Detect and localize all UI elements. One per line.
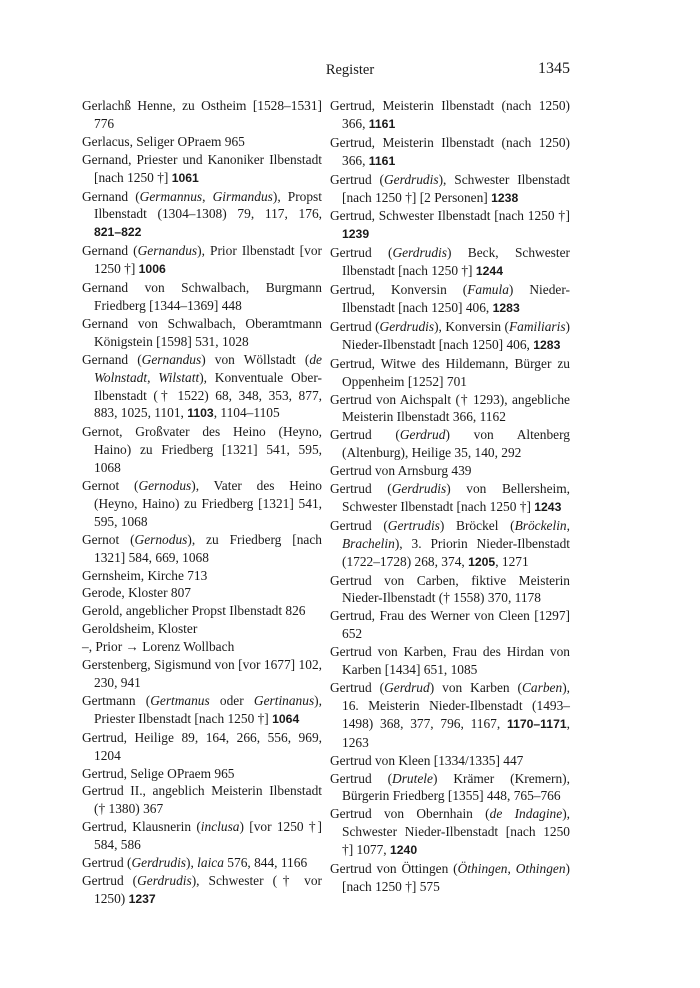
index-entry: Gernand (Gernandus), Prior Ilbenstadt [vor 1250 †] 1006 xyxy=(82,243,322,277)
running-header-title: Register xyxy=(325,62,375,78)
index-entry: Gernand, Priester und Kanoniker Ilbenstadt [nach 1250 †] 1061 xyxy=(82,151,322,185)
index-entry: Gertrud, Frau des Werner von Cleen [1297] 652 xyxy=(330,608,570,642)
index-entry: Gertrud (Gerdrudis), Konversin (Familiaris) Nieder-Ilbenstadt [nach 1250] 406, 1283 xyxy=(330,318,571,352)
index-entry: Gertrud, Schwester Ilbenstadt [nach 1250 †] 1239 xyxy=(330,208,570,242)
index-entry: Gertrud von Karben, Frau des Hirdan von Karben [1434] 651, 1085 xyxy=(330,644,570,678)
index-entry: Gertrud (Gerdrudis), Schwester († vor 1250) 1237 xyxy=(82,872,323,906)
index-entry: Gertrud, Heilige 89, 164, 266, 556, 969, 1204 xyxy=(82,729,322,763)
index-entry: Gertrud II., angeblich Meisterin Ilbenstadt († 1380) 367 xyxy=(82,783,322,817)
index-entry: Gerstenberg, Sigismund von [vor 1677] 102, 230, 941 xyxy=(82,657,322,690)
index-entry: Gertrud, Witwe des Hildemann, Bürger zu Oppenheim [1252] 701 xyxy=(330,355,570,389)
index-entry: Gertrud, Klausnerin (inclusa) [vor 1250 †] 584, 586 xyxy=(82,819,323,853)
index-entry: Gernot (Gernodus), zu Friedberg [nach 1321] 584, 669, 1068 xyxy=(82,531,322,565)
index-entry: Gertrud (Gerdrud) von Karben (Carben), 16. Meisterin Nieder-Ilbenstadt (1493–1498) 368, 377, 796, 1167, 1170–1171, 1263 xyxy=(330,680,570,750)
index-entry: Gertrud von Kleen [1334/1335] 447 xyxy=(330,752,524,768)
index-entry: Gernot, Großvater des Heino (Heyno, Haino) zu Friedberg [1321] 541, 595, 1068 xyxy=(82,424,322,476)
index-entry: Gerlachß Henne, zu Ostheim [1528–1531] 776 xyxy=(82,98,322,131)
index-column-right xyxy=(330,97,570,896)
index-entry: –, Prior → Lorenz Wollbach xyxy=(82,639,235,655)
index-entry: Gerlacus, Seliger OPraem 965 xyxy=(82,133,245,149)
index-entry: Gertrud (Drutele) Krämer (Kremern), Bürgerin Friedberg [1355] 448, 765–766 xyxy=(330,770,570,804)
index-entry: Gertrud, Meisterin Ilbenstadt (nach 1250) 366, 1161 xyxy=(330,134,570,168)
index-entry: Gertrud von Öttingen (Öthingen, Othingen) [nach 1250 †] 575 xyxy=(330,861,571,894)
index-entry: Gertrud von Carben, fiktive Meisterin Nieder-Ilbenstadt († 1558) 370, 1178 xyxy=(330,572,570,606)
index-entry: Gernsheim, Kirche 713 xyxy=(82,567,208,583)
index-entry: Gerold, angeblicher Propst Ilbenstadt 826 xyxy=(82,603,306,619)
index-entry: Gertrud, Selige OPraem 965 xyxy=(82,765,235,781)
index-entry: Gertrud von Aichspalt († 1293), angebliche Meisterin Ilbenstadt 366, 1162 xyxy=(330,391,570,425)
index-entry: Gerode, Kloster 807 xyxy=(82,585,191,601)
index-entry: Gertrud von Obernhain (de Indagine), Schwester Nieder-Ilbenstadt [nach 1250 †] 1077, 1240 xyxy=(330,806,570,858)
index-entry: Gertmann (Gertmanus oder Gertinanus), Priester Ilbenstadt [nach 1250 †] 1064 xyxy=(82,692,322,726)
index-entry: Gertrud von Arnsburg 439 xyxy=(330,463,472,479)
index-entry: Gertrud (Gertrudis) Bröckel (Bröckelin, Brachelin), 3. Priorin Nieder-Ilbenstadt (1722–1728) 268, 374, 1205, 1271 xyxy=(330,517,570,569)
index-entry: Gertrud, Konversin (Famula) Nieder-Ilbenstadt [nach 1250] 406, 1283 xyxy=(330,282,570,315)
index-column-left xyxy=(82,97,322,909)
index-entry: Gertrud (Gerdrudis), Schwester Ilbenstadt [nach 1250 †] [2 Personen] 1238 xyxy=(330,171,570,205)
index-entry: Gertrud (Gerdrudis), laica 576, 844, 1166 xyxy=(82,855,308,871)
index-entry: Gernand (Germannus, Girmandus), Propst Ilbenstadt (1304–1308) 79, 117, 176, 821–822 xyxy=(82,188,322,240)
index-entry: Gertrud (Gerdrudis) Beck, Schwester Ilbenstadt [nach 1250 †] 1244 xyxy=(330,245,570,279)
index-entry: Gernand von Schwalbach, Burgmann Friedberg [1344–1369] 448 xyxy=(82,280,322,313)
index-entry: Gertrud, Meisterin Ilbenstadt (nach 1250) 366, 1161 xyxy=(330,98,570,131)
index-entry: Gernand (Gernandus) von Wöllstadt (de Wolnstadt, Wilstatt), Konventuale Ober-Ilbenstadt († 1522) 68, 348, 353, 877, 883, 1025, 1101, 1103, 1104–1105 xyxy=(82,351,322,421)
index-entry: Gernand von Schwalbach, Oberamtmann Königstein [1598] 531, 1028 xyxy=(82,315,322,349)
index-entry: Gertrud (Gerdrud) von Altenberg (Altenburg), Heilige 35, 140, 292 xyxy=(330,427,570,461)
page-number: 1345 xyxy=(538,60,570,77)
index-entry: Gertrud (Gerdrudis) von Bellersheim, Schwester Ilbenstadt [nach 1250 †] 1243 xyxy=(330,481,571,514)
index-entry: Gernot (Gernodus), Vater des Heino (Heyno, Haino) zu Friedberg [1321] 541, 595, 1068 xyxy=(82,478,322,529)
index-entry: Geroldsheim, Kloster xyxy=(82,621,198,637)
